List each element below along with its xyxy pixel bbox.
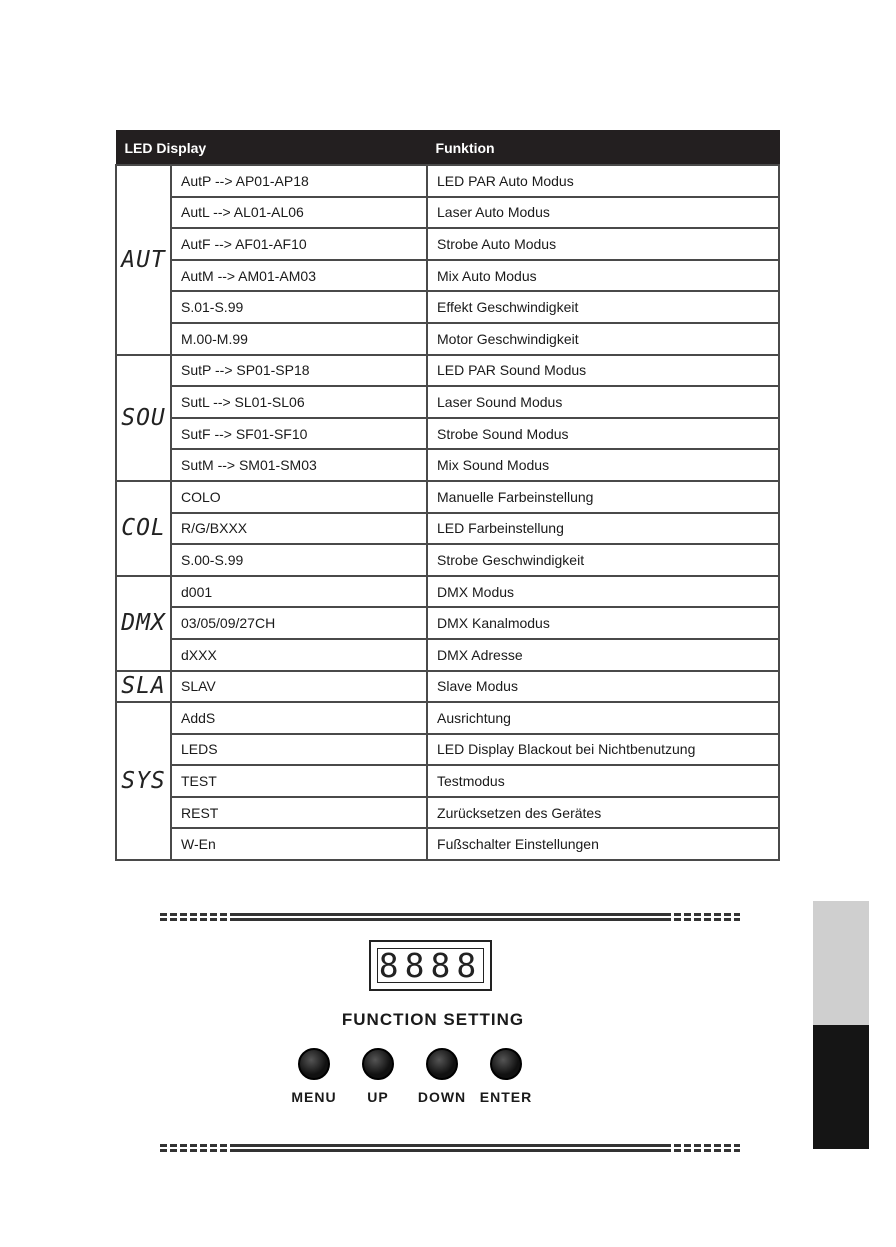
function-description: DMX Adresse bbox=[427, 639, 779, 671]
display-value: M.00-M.99 bbox=[171, 323, 427, 355]
table-row bbox=[116, 418, 779, 450]
table-row bbox=[116, 734, 779, 766]
header-function: Funktion bbox=[427, 131, 779, 166]
display-value: 03/05/09/27CH bbox=[171, 607, 427, 639]
display-value: SutP --> SP01-SP18 bbox=[171, 355, 427, 387]
function-description: Testmodus bbox=[427, 765, 779, 797]
function-description: Strobe Geschwindigkeit bbox=[427, 544, 779, 576]
table-row bbox=[116, 671, 779, 703]
function-description: Ausrichtung bbox=[427, 702, 779, 734]
display-value: AutM --> AM01-AM03 bbox=[171, 260, 427, 292]
down-button[interactable] bbox=[426, 1048, 458, 1080]
table-row bbox=[116, 544, 779, 576]
group-code: AUT bbox=[116, 165, 171, 355]
table-row bbox=[116, 481, 779, 513]
function-description: Motor Geschwindigkeit bbox=[427, 323, 779, 355]
display-value: d001 bbox=[171, 576, 427, 608]
up-button[interactable] bbox=[362, 1048, 394, 1080]
led-digits: 8888 bbox=[378, 946, 483, 985]
display-value: R/G/BXXX bbox=[171, 513, 427, 545]
display-value: COLO bbox=[171, 481, 427, 513]
table-row bbox=[116, 702, 779, 734]
table-row bbox=[116, 797, 779, 829]
table-row bbox=[116, 607, 779, 639]
function-description: Mix Auto Modus bbox=[427, 260, 779, 292]
function-description: LED Farbeinstellung bbox=[427, 513, 779, 545]
display-value: AddS bbox=[171, 702, 427, 734]
display-value: SutF --> SF01-SF10 bbox=[171, 418, 427, 450]
group-code: SOU bbox=[116, 355, 171, 481]
down-button-label: DOWN bbox=[417, 1089, 467, 1105]
function-description: Mix Sound Modus bbox=[427, 449, 779, 481]
table-row bbox=[116, 228, 779, 260]
display-value: SLAV bbox=[171, 671, 427, 703]
function-description: Strobe Sound Modus bbox=[427, 418, 779, 450]
function-description: DMX Modus bbox=[427, 576, 779, 608]
function-description: Manuelle Farbeinstellung bbox=[427, 481, 779, 513]
table-row bbox=[116, 386, 779, 418]
display-value: AutL --> AL01-AL06 bbox=[171, 197, 427, 229]
group-code: SYS bbox=[116, 702, 171, 860]
display-value: AutF --> AF01-AF10 bbox=[171, 228, 427, 260]
led-display-panel bbox=[369, 940, 492, 991]
function-setting-title: FUNCTION SETTING bbox=[341, 1010, 525, 1029]
page-tab-light bbox=[813, 901, 869, 1025]
table-row bbox=[116, 197, 779, 229]
function-description: Zurücksetzen des Gerätes bbox=[427, 797, 779, 829]
function-description: DMX Kanalmodus bbox=[427, 607, 779, 639]
group-code: COL bbox=[116, 481, 171, 576]
display-value: AutP --> AP01-AP18 bbox=[171, 165, 427, 197]
table-row bbox=[116, 165, 779, 197]
table-row bbox=[116, 323, 779, 355]
table-row bbox=[116, 828, 779, 860]
menu-button-label: MENU bbox=[291, 1089, 337, 1105]
bottom-divider bbox=[160, 1143, 740, 1152]
table-row bbox=[116, 355, 779, 387]
display-value: TEST bbox=[171, 765, 427, 797]
group-code: SLA bbox=[116, 671, 171, 703]
table-body bbox=[116, 165, 779, 860]
table-header-row bbox=[116, 131, 779, 166]
function-description: LED PAR Auto Modus bbox=[427, 165, 779, 197]
table-row bbox=[116, 513, 779, 545]
function-description: LED PAR Sound Modus bbox=[427, 355, 779, 387]
function-description: Laser Sound Modus bbox=[427, 386, 779, 418]
display-value: dXXX bbox=[171, 639, 427, 671]
function-description: Strobe Auto Modus bbox=[427, 228, 779, 260]
enter-button[interactable] bbox=[490, 1048, 522, 1080]
page-tab-dark bbox=[813, 1025, 869, 1149]
display-value: SutM --> SM01-SM03 bbox=[171, 449, 427, 481]
display-value: SutL --> SL01-SL06 bbox=[171, 386, 427, 418]
header-led-display: LED Display bbox=[116, 131, 427, 166]
function-description: Slave Modus bbox=[427, 671, 779, 703]
display-value: REST bbox=[171, 797, 427, 829]
function-description: Effekt Geschwindigkeit bbox=[427, 291, 779, 323]
up-button-label: UP bbox=[367, 1089, 389, 1105]
table-row bbox=[116, 765, 779, 797]
menu-button[interactable] bbox=[298, 1048, 330, 1080]
menu-function-table bbox=[115, 130, 780, 861]
function-description: Fußschalter Einstellungen bbox=[427, 828, 779, 860]
group-code: DMX bbox=[116, 576, 171, 671]
enter-button-label: ENTER bbox=[479, 1089, 533, 1105]
function-description: Laser Auto Modus bbox=[427, 197, 779, 229]
display-value: W-En bbox=[171, 828, 427, 860]
table-row bbox=[116, 576, 779, 608]
top-divider bbox=[160, 912, 740, 921]
function-description: LED Display Blackout bei Nichtbenutzung bbox=[427, 734, 779, 766]
display-value: S.01-S.99 bbox=[171, 291, 427, 323]
table-row bbox=[116, 291, 779, 323]
table-row bbox=[116, 449, 779, 481]
display-value: S.00-S.99 bbox=[171, 544, 427, 576]
table-row bbox=[116, 260, 779, 292]
display-value: LEDS bbox=[171, 734, 427, 766]
table-row bbox=[116, 639, 779, 671]
